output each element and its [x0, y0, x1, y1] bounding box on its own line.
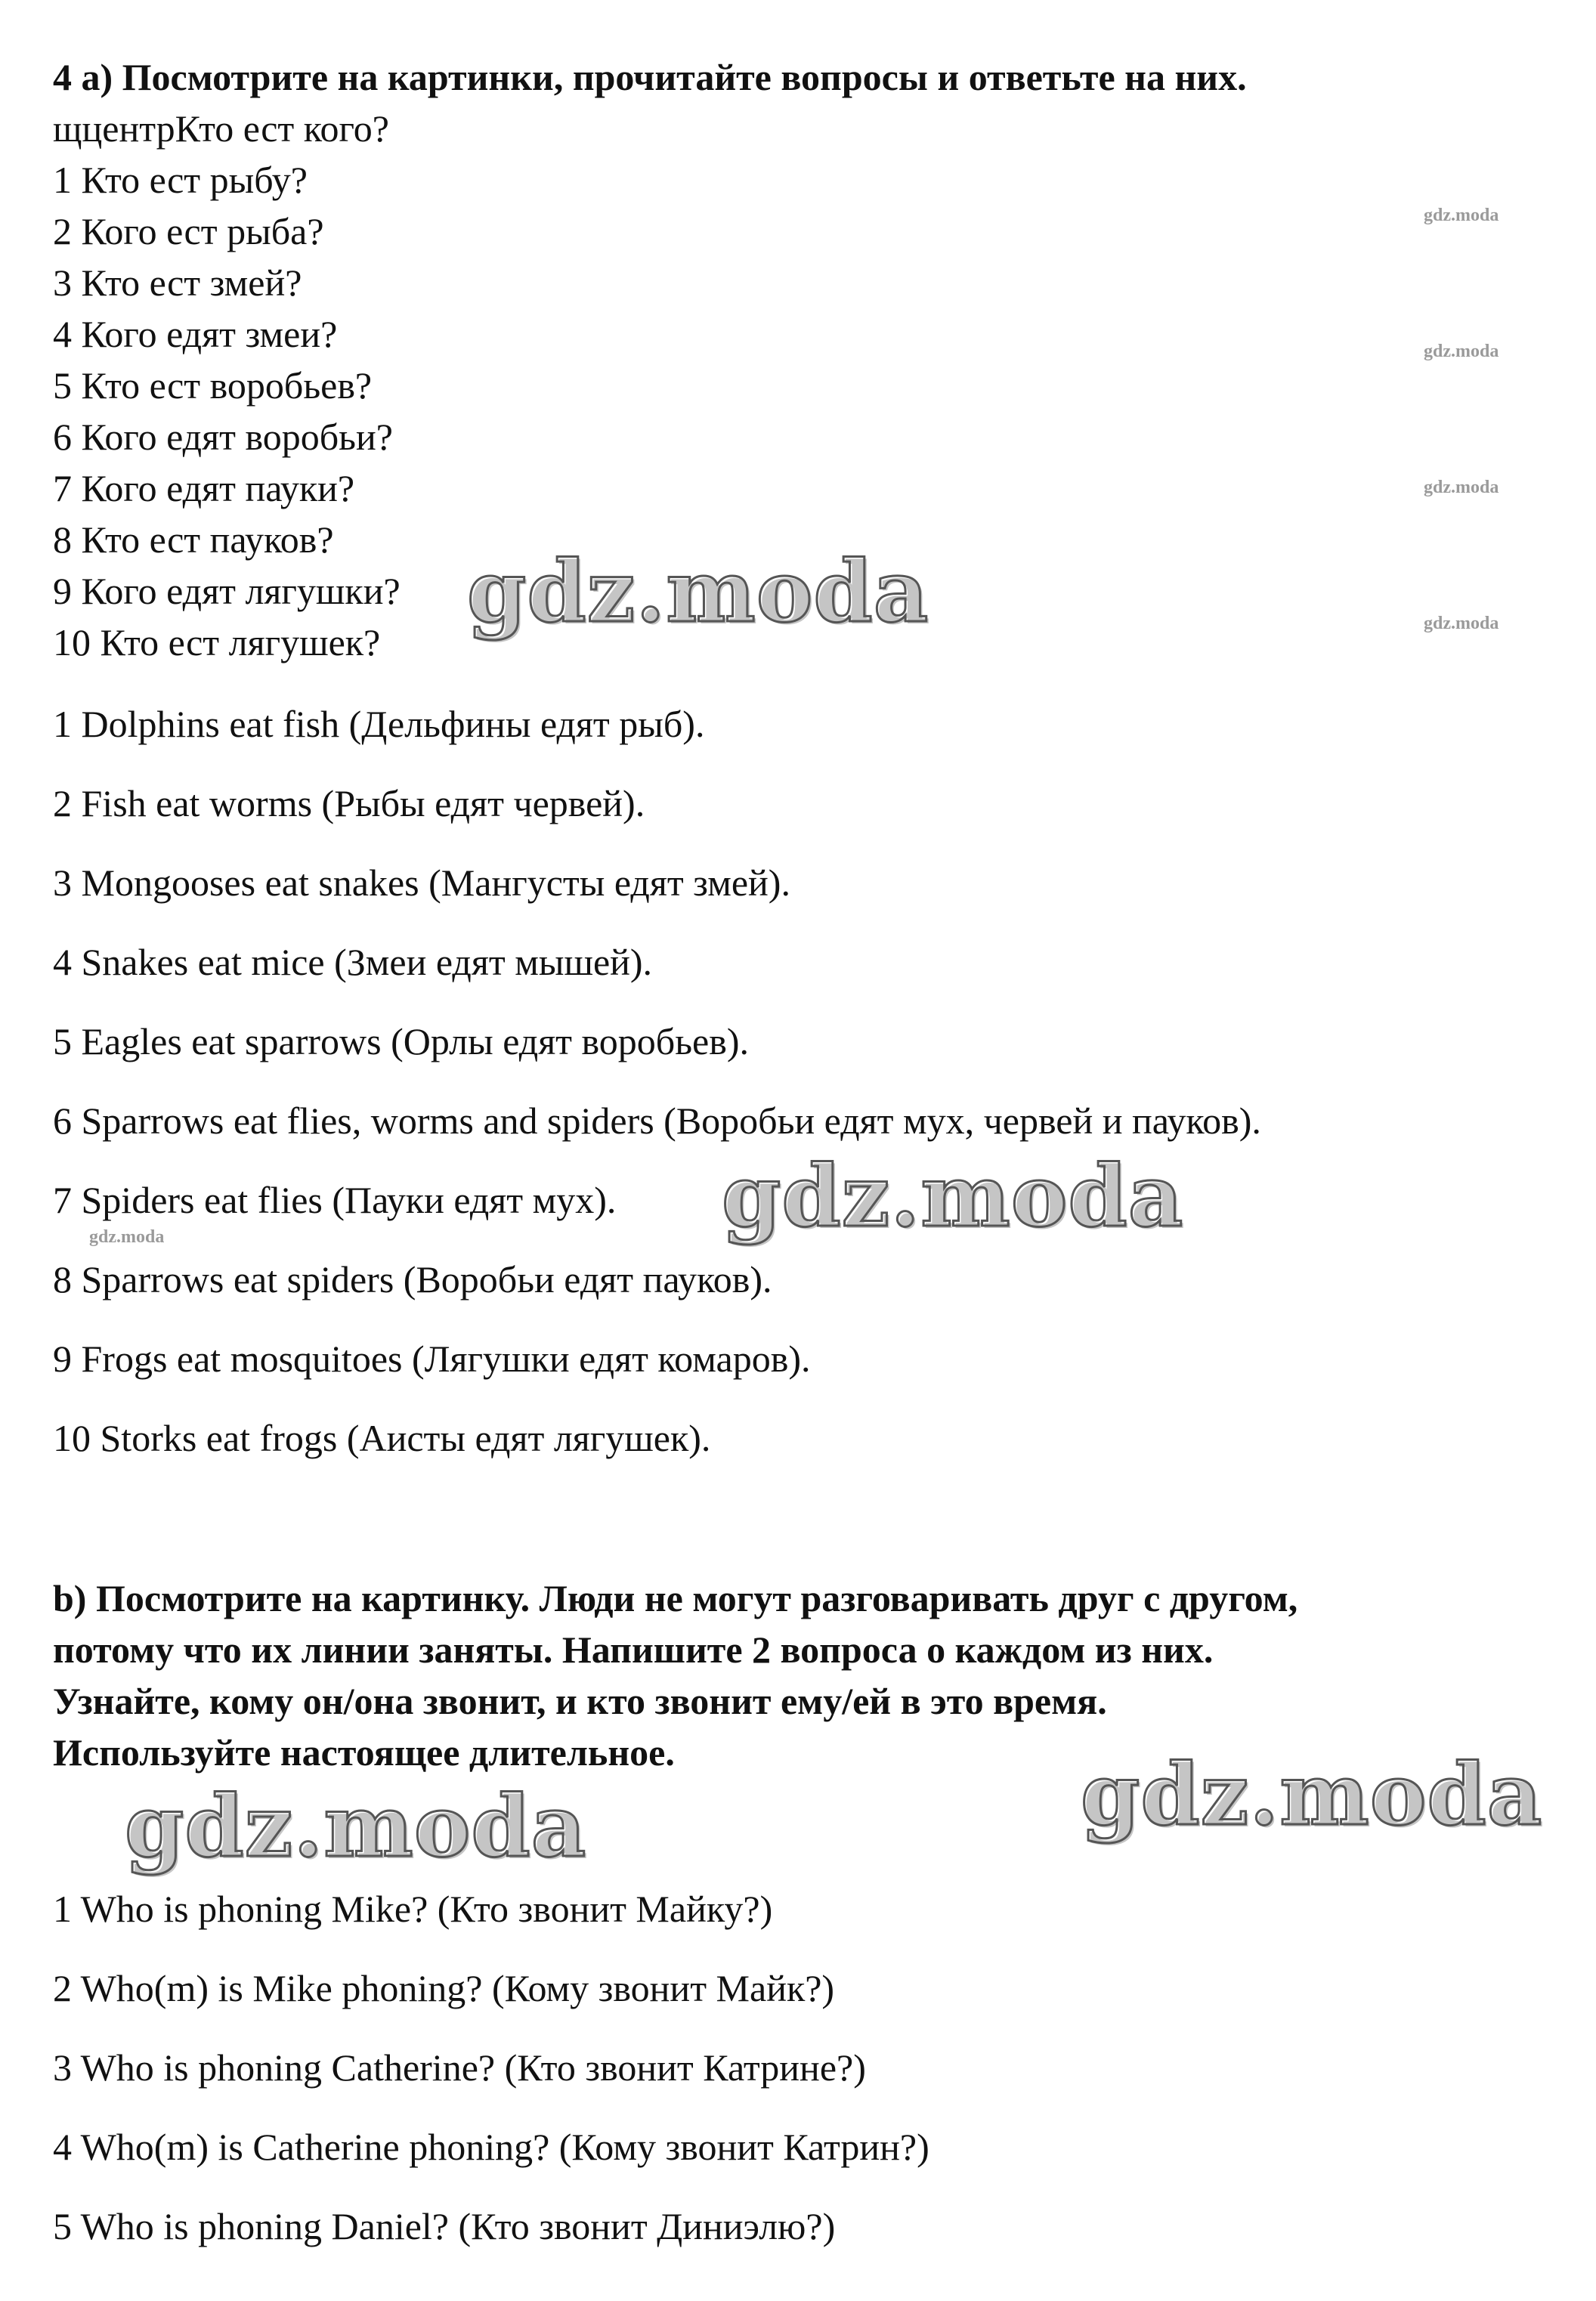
task-b-heading-line-1: b) Посмотрите на картинку. Люди не могут разговаривать друг с другом, — [53, 1577, 1298, 1619]
watermark-small: gdz.moda — [1424, 342, 1499, 361]
answer-b-4: 4 Who(m) is Catherine phoning? (Кому звонит Катрин?) — [53, 2126, 929, 2168]
answer-a-10: 10 Storks eat frogs (Аисты едят лягушек). — [53, 1417, 711, 1459]
question-3: 3 Кто ест змей? — [53, 261, 302, 304]
task-a-subtitle: щцентрКто ест кого? — [53, 107, 389, 150]
answer-a-3: 3 Mongooses eat snakes (Мангусты едят змей). — [53, 861, 790, 904]
watermark-large: gdz.moda — [1081, 1746, 1543, 1845]
question-2: 2 Кого ест рыба? — [53, 210, 324, 252]
task-b-heading-line-3: Узнайте, кому он/она звонит, и кто звонит ему/ей в это время. — [53, 1680, 1107, 1722]
question-10: 10 Кто ест лягушек? — [53, 621, 381, 663]
answer-b-5: 5 Who is phoning Daniel? (Кто звонит Диниэлю?) — [53, 2205, 836, 2247]
answer-b-2: 2 Who(m) is Mike phoning? (Кому звонит Майк?) — [53, 1967, 835, 2009]
watermark-small: gdz.moda — [1424, 206, 1499, 225]
answer-b-3: 3 Who is phoning Catherine? (Кто звонит Катрине?) — [53, 2046, 866, 2089]
watermark-large: gdz.moda — [467, 543, 929, 642]
answer-a-6: 6 Sparrows eat flies, worms and spiders (Воробьи едят мух, червей и пауков). — [53, 1099, 1261, 1142]
answer-a-4: 4 Snakes eat mice (Змеи едят мышей). — [53, 941, 653, 983]
watermark-large: gdz.moda — [125, 1777, 587, 1876]
answer-a-2: 2 Fish eat worms (Рыбы едят червей). — [53, 782, 645, 824]
question-5: 5 Кто ест воробьев? — [53, 364, 373, 407]
answer-a-7: 7 Spiders eat flies (Пауки едят мух). — [53, 1179, 617, 1221]
question-9: 9 Кого едят лягушки? — [53, 570, 401, 612]
answer-a-1: 1 Dolphins eat fish (Дельфины едят рыб). — [53, 703, 705, 745]
task-b-heading-line-4: Используйте настоящее длительное. — [53, 1731, 675, 1774]
watermark-small: gdz.moda — [1424, 614, 1499, 633]
question-8: 8 Кто ест пауков? — [53, 518, 334, 561]
answer-a-5: 5 Eagles eat sparrows (Орлы едят воробьев). — [53, 1020, 749, 1062]
answer-a-8: 8 Sparrows eat spiders (Воробьи едят пауков). — [53, 1258, 772, 1300]
answer-b-1: 1 Who is phoning Mike? (Кто звонит Майку?) — [53, 1888, 773, 1930]
task-b-heading-line-2: потому что их линии заняты. Напишите 2 вопроса о каждом из них. — [53, 1628, 1214, 1671]
question-1: 1 Кто ест рыбу? — [53, 159, 308, 201]
watermark-large: gdz.moda — [722, 1147, 1184, 1246]
question-7: 7 Кого едят пауки? — [53, 467, 355, 509]
answer-a-9: 9 Frogs eat mosquitoes (Лягушки едят комаров). — [53, 1338, 811, 1380]
watermark-small: gdz.moda — [1424, 478, 1499, 497]
task-a-heading: 4 a) Посмотрите на картинки, прочитайте вопросы и ответьте на них. — [53, 56, 1247, 98]
question-6: 6 Кого едят воробьи? — [53, 416, 393, 458]
watermark-small: gdz.moda — [89, 1227, 165, 1247]
question-4: 4 Кого едят змеи? — [53, 313, 338, 355]
